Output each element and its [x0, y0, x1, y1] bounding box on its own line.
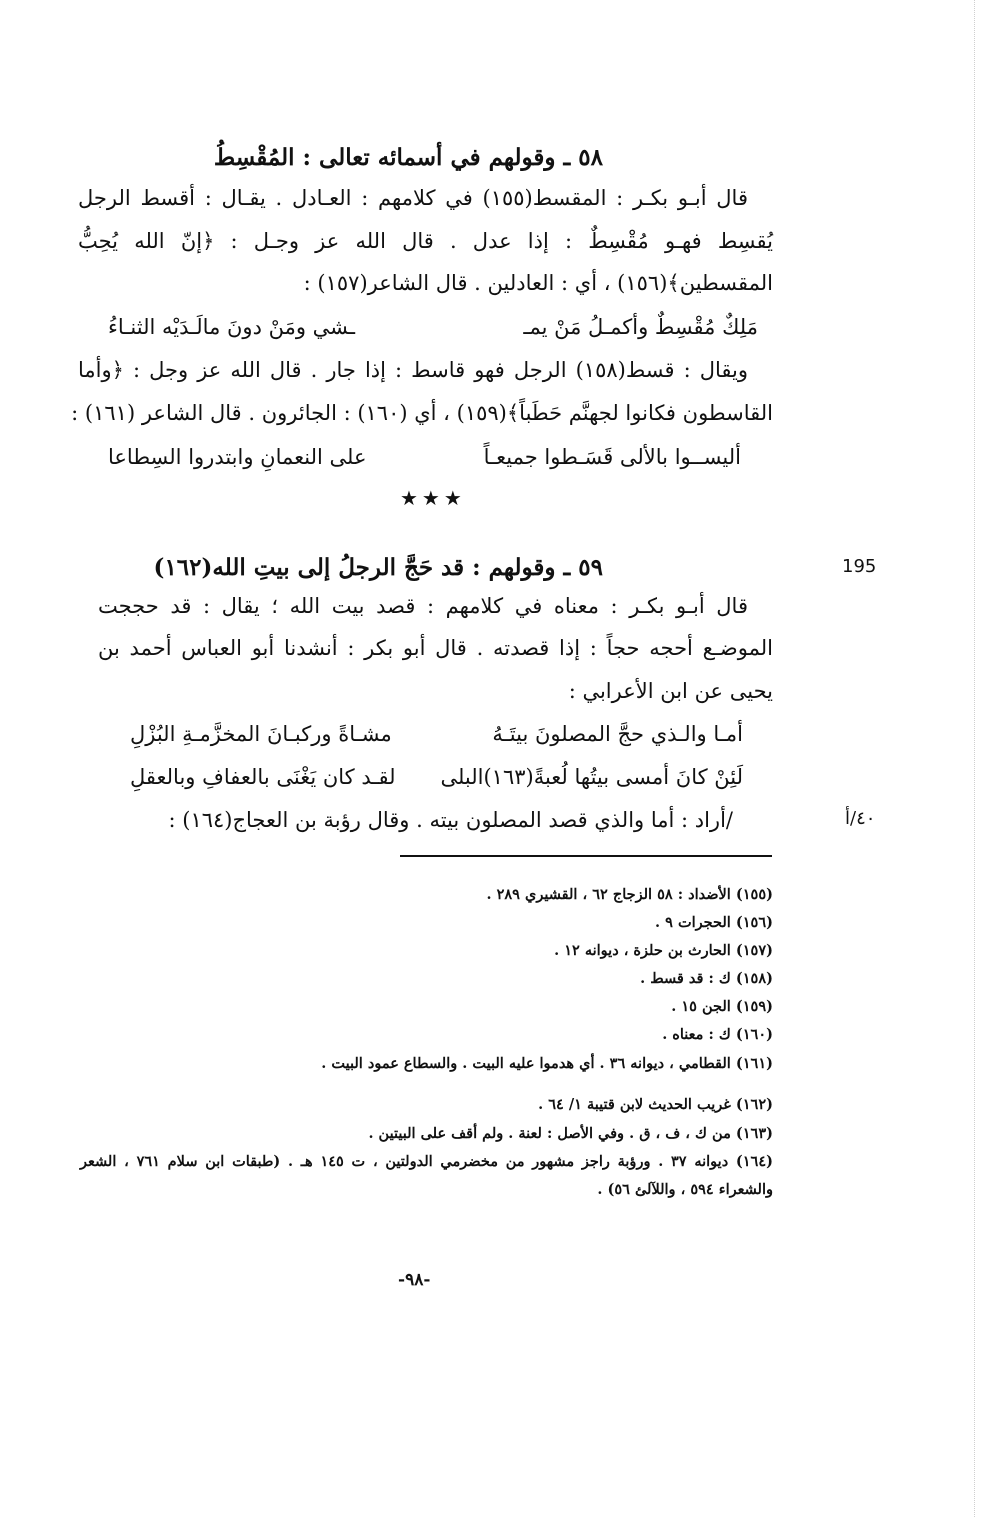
verse-3-second-hemistich: مشـاةً وركبـانَ المخزَّمـةِ البُزْلِ [130, 722, 392, 746]
verse-4-second-hemistich: لقـد كان يَغْنَى بالعفافِ وبالعقلِ [130, 765, 396, 789]
footnote-159: (١٥٩) الجن ١٥ . [671, 998, 773, 1015]
section-59-title: ٥٩ ـ وقولهم : قد حَجَّ الرجلُ إلى بيتِ الله(١٦٢) [153, 554, 603, 581]
section-58-line-4: ويقال : قسط(١٥٨) الرجل فهو قاسط : إذا جار . قال الله عز وجل : ﴿وأما [78, 358, 748, 382]
verse-1-first-hemistich: مَلِكٌ مُقْسِطٌ وأكمـلُ مَنْ يمـ [523, 315, 758, 339]
footnote-155: (١٥٥) الأضداد : ٥٨ الزجاج ٦٢ ، القشيري ٢٨٩ . [486, 886, 773, 903]
verse-4-first-hemistich: لَئِنْ كانَ أمسى بيتُها لُعبةً(١٦٣)البلى [440, 765, 743, 789]
footnote-164: (١٦٤) ديوانه ٣٧ . ورؤبة راجز مشهور من مخضرمي الدولتين ، ت ١٤٥ هـ . (طبقات ابن سلام ٧٦١ ، الشعر [80, 1153, 774, 1170]
footnote-157: (١٥٧) الحارث بن حلزة ، ديوانه ١٢ . [554, 942, 773, 959]
verse-1-second-hemistich: ـشي ومَنْ دونَ مالَـدَيْه الثنـاءُ [108, 315, 356, 339]
footnote-164-continued: والشعراء ٥٩٤ ، واللآلئ ٥٦) . [597, 1181, 773, 1198]
verse-2-second-hemistich: على النعمانِ وابتدروا السِطاعا [108, 445, 367, 469]
section-58-line-1: قال أبـو بكـر : المقسط(١٥٥) في كلامهم : العـادل . يقـال : أقسط الرجل [78, 186, 748, 210]
verse-3-first-hemistich: أمـا والـذي حجَّ المصلونَ بيتَـهُ [492, 722, 743, 746]
section-58-line-5: القاسطون فكانوا لجهنَّم حَطَباً﴾(١٥٩) ، أي (١٦٠) : الجائرون . قال الشاعر (١٦١) : [71, 401, 773, 425]
scan-edge-artifact [972, 0, 975, 1517]
footnote-162: (١٦٢) غريب الحديث لابن قتيبة ١/ ٦٤ . [538, 1096, 773, 1113]
folio-reference: ٤٠/أ [845, 808, 876, 829]
section-58-title: ٥٨ ـ وقولهم في أسمائه تعالى : المُقْسِطُ [213, 144, 603, 171]
section-59-closing-line: /أراد : أما والذي قصد المصلون بيته . وقال رؤبة بن العجاج(١٦٤) : [168, 808, 733, 832]
footnote-161: (١٦١) القطامي ، ديوانه ٣٦ . أي هدموا عليه البيت . والسطاع عمود البيت . [321, 1055, 773, 1072]
section-59-line-1: قال أبـو بكـر : معناه في كلامهم : قصد بيت الله ؛ يقال : قد حججت [98, 594, 748, 618]
footnote-163: (١٦٣) من ك ، ف ، ق . وفي الأصل : لعنة . ولم أقف على البيتين . [368, 1125, 773, 1142]
manuscript-page-number: 195 [842, 556, 877, 577]
section-separator: ★★★ [400, 486, 466, 510]
footnote-156: (١٥٦) الحجرات ٩ . [655, 914, 773, 931]
section-59-line-2: الموضـع أحجه حجاً : إذا قصدته . قال أبو بكر : أنشدنا أبو العباس أحمد بن [98, 636, 773, 660]
footnote-160: (١٦٠) ك : معناه . [662, 1026, 773, 1043]
footnote-158: (١٥٨) ك : قد قسط . [640, 970, 773, 987]
page-number: -٩٨- [398, 1270, 431, 1290]
footnote-divider [400, 855, 772, 857]
verse-2-first-hemistich: أليســوا بالألى قَسَـطوا جميعـاً [483, 445, 741, 469]
section-58-line-3: المقسطين﴾(١٥٦) ، أي : العادلين . قال الشاعر(١٥٧) : [303, 271, 773, 295]
section-59-line-3: يحيى عن ابن الأعرابي : [568, 679, 773, 703]
section-58-line-2: يُقسِط فهـو مُقْسِطٌ : إذا عدل . قال الله عز وجـل : ﴿إنّ الله يُحِبُّ [78, 229, 773, 253]
